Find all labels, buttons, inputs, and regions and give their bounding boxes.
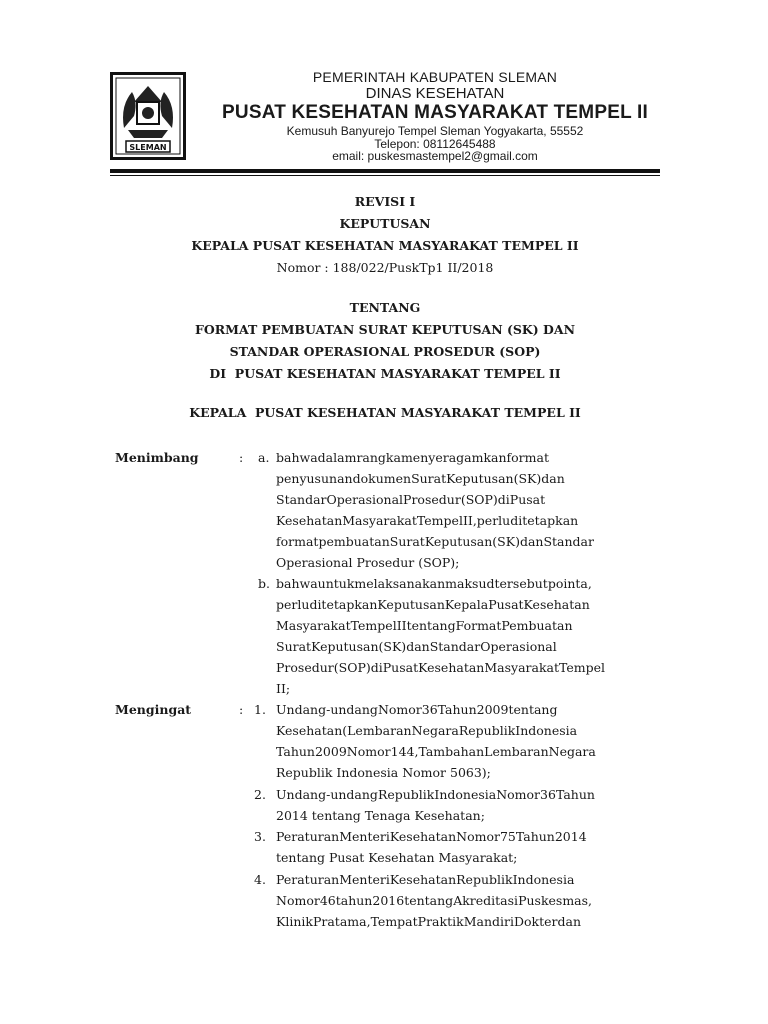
word: point bbox=[547, 576, 581, 591]
text-line bbox=[276, 573, 651, 594]
word: Undang-undang bbox=[276, 702, 378, 717]
word: Menteri bbox=[339, 829, 390, 844]
word: Nomor bbox=[496, 787, 541, 802]
letterhead-divider-thick bbox=[110, 169, 660, 173]
letterhead-divider-thin bbox=[110, 175, 660, 176]
subject-line-2: STANDAR OPERASIONAL PROSEDUR (SOP) bbox=[229, 344, 541, 359]
word: 46 bbox=[319, 893, 336, 909]
word: Operasional bbox=[480, 639, 557, 655]
word: Klinik bbox=[276, 914, 313, 930]
word: tentang bbox=[406, 618, 456, 634]
word: Keputusan bbox=[446, 471, 514, 487]
word: Surat bbox=[276, 639, 312, 655]
text-line bbox=[276, 615, 651, 636]
word: maksud bbox=[445, 576, 495, 591]
mengingat-label: Mengingat bbox=[115, 702, 192, 717]
word: ditetapkan bbox=[309, 597, 378, 613]
word: Nomor bbox=[377, 702, 422, 717]
word: (SK) bbox=[378, 639, 407, 655]
word: Masyarakat bbox=[484, 660, 560, 676]
logo-label: SLEMAN bbox=[129, 143, 167, 152]
text-line bbox=[276, 636, 651, 657]
decree-type: KEPUTUSAN bbox=[339, 216, 431, 231]
text-line bbox=[276, 869, 651, 890]
text-line bbox=[276, 720, 651, 741]
word: Kesehatan bbox=[418, 660, 485, 676]
word: 2014 bbox=[554, 829, 587, 844]
word: Pembuatan bbox=[501, 618, 573, 634]
word: Negara bbox=[411, 723, 459, 739]
word: (SK) bbox=[492, 534, 520, 550]
word: melaksanakan bbox=[354, 576, 446, 591]
word: II bbox=[396, 618, 407, 634]
word: di bbox=[370, 660, 383, 676]
text-line bbox=[276, 826, 651, 847]
word: pembuatan bbox=[318, 534, 390, 550]
word: format bbox=[506, 450, 549, 465]
text-line: Republik Indonesia Nomor 5063); bbox=[276, 765, 491, 781]
mengingat-mark-2: 2. bbox=[254, 787, 266, 802]
word: Masyarakat bbox=[276, 618, 351, 634]
word: Puskesmas, bbox=[518, 893, 593, 909]
word: tentang bbox=[404, 893, 454, 909]
word: Republik bbox=[377, 787, 435, 802]
decree-number: Nomor : 188/022/PuskTp1 II/2018 bbox=[276, 260, 494, 275]
word: Format bbox=[455, 618, 502, 634]
word: (SOP) bbox=[460, 492, 498, 508]
text-line bbox=[276, 489, 651, 510]
word: Republik bbox=[456, 872, 513, 887]
word: untuk bbox=[317, 576, 355, 591]
word: 2009 bbox=[314, 744, 347, 760]
text-line: 2014 tentang Tenaga Kesehatan; bbox=[276, 808, 485, 824]
institution-name: PUSAT KESEHATAN MASYARAKAT TEMPEL II bbox=[222, 102, 648, 123]
word: (SK) bbox=[513, 471, 542, 487]
word: Pusat bbox=[382, 660, 419, 676]
word: menyeragamkan bbox=[400, 450, 507, 465]
text-line bbox=[276, 510, 651, 531]
word: Standar bbox=[429, 639, 481, 655]
text-line bbox=[276, 784, 651, 805]
word: Peraturan bbox=[276, 829, 340, 844]
mengingat-item-4 bbox=[276, 869, 651, 932]
word: 75 bbox=[499, 829, 516, 844]
text-line bbox=[276, 741, 651, 762]
word: Masyarakat bbox=[342, 513, 417, 529]
word: 36 bbox=[540, 787, 556, 802]
word: tersebut bbox=[494, 576, 548, 591]
word: Indonesia bbox=[512, 872, 575, 887]
word: Tambahan bbox=[418, 744, 485, 760]
mengingat-mark-1: 1. bbox=[254, 702, 266, 717]
word: (SOP) bbox=[333, 660, 371, 676]
word: Surat bbox=[389, 534, 425, 550]
word: Negara bbox=[548, 744, 596, 760]
word: 2009 bbox=[476, 702, 509, 717]
word: Kesehatan bbox=[523, 597, 590, 613]
word: dan bbox=[406, 639, 430, 655]
word: Peraturan bbox=[276, 872, 340, 887]
word: Nomor bbox=[456, 829, 500, 844]
word: Prosedur bbox=[276, 660, 334, 676]
mengingat-item-1 bbox=[276, 699, 651, 783]
issuer-heading: KEPALA PUSAT KESEHATAN MASYARAKAT TEMPEL II bbox=[189, 405, 581, 420]
address-line: Kemusuh Banyurejo Tempel Sleman Yogyakarta, 55552 bbox=[286, 124, 584, 138]
word: Pusat bbox=[509, 492, 546, 508]
word: II, bbox=[462, 513, 477, 529]
word: dan bbox=[557, 914, 582, 930]
word: a, bbox=[580, 576, 592, 591]
word: Nomor bbox=[346, 744, 391, 760]
subject-line-3: DI PUSAT KESEHATAN MASYARAKAT TEMPEL II bbox=[209, 366, 561, 381]
mengingat-mark-3: 3. bbox=[254, 829, 266, 844]
text-line: Operasional Prosedur (SOP); bbox=[276, 555, 460, 571]
phone-line: Telepon: 08112645488 bbox=[374, 137, 496, 151]
word: Prosedur bbox=[403, 492, 461, 508]
word: Pratama, bbox=[312, 914, 371, 930]
word: penyusunan bbox=[276, 471, 353, 487]
word: format bbox=[276, 534, 319, 550]
word: Tahun bbox=[276, 744, 315, 760]
word: tahun bbox=[335, 893, 373, 909]
subject-line-1: FORMAT PEMBUATAN SURAT KEPUTUSAN (SK) DAN bbox=[194, 322, 576, 337]
word: 144, bbox=[390, 744, 419, 760]
text-line bbox=[276, 657, 651, 678]
word: di bbox=[497, 492, 510, 508]
menimbang-mark-a: a. bbox=[258, 450, 270, 465]
menimbang-item-b bbox=[276, 573, 651, 700]
word: Tahun bbox=[555, 787, 595, 802]
mengingat-colon: : bbox=[239, 702, 244, 717]
mengingat-item-2 bbox=[276, 784, 651, 826]
word: Dokter bbox=[513, 914, 558, 930]
word: Tempel bbox=[416, 513, 463, 529]
menimbang-mark-b: b. bbox=[258, 576, 270, 591]
word: Tahun bbox=[437, 702, 477, 717]
decree-issuer: KEPALA PUSAT KESEHATAN MASYARAKAT TEMPEL II bbox=[191, 238, 579, 253]
text-line: tentang Pusat Kesehatan Masyarakat; bbox=[276, 850, 518, 866]
word: Operasional bbox=[326, 492, 404, 508]
word: tentang bbox=[508, 702, 558, 717]
word: Kesehatan bbox=[276, 513, 343, 529]
word: Indonesia bbox=[515, 723, 578, 739]
government-name: PEMERINTAH KABUPATEN SLEMAN bbox=[312, 69, 558, 85]
word: bahwa bbox=[276, 576, 318, 591]
word: (Lembaran bbox=[342, 723, 412, 739]
word: Kepala bbox=[444, 597, 489, 613]
word: Nomor bbox=[276, 893, 320, 909]
word: bahwa bbox=[276, 450, 318, 465]
word: Praktik bbox=[417, 914, 464, 930]
menimbang-label: Menimbang bbox=[115, 450, 199, 465]
word: Undang-undang bbox=[276, 787, 378, 802]
word: Lembaran bbox=[484, 744, 549, 760]
word: Republik bbox=[458, 723, 516, 739]
word: Keputusan bbox=[311, 639, 379, 655]
menimbang-colon: : bbox=[239, 450, 244, 465]
department-name: DINAS KESEHATAN bbox=[365, 85, 505, 102]
about-heading: TENTANG bbox=[349, 300, 421, 315]
word: Standar bbox=[276, 492, 327, 508]
sleman-regency-logo bbox=[110, 72, 186, 160]
text-line bbox=[276, 531, 651, 552]
word: Tempel bbox=[350, 618, 397, 634]
mengingat-mark-4: 4. bbox=[254, 872, 266, 887]
text-line bbox=[276, 447, 651, 468]
word: Menteri bbox=[339, 872, 390, 887]
text-line: II; bbox=[276, 681, 291, 697]
word: 36 bbox=[421, 702, 438, 717]
word: dokumen bbox=[352, 471, 412, 487]
text-line bbox=[276, 594, 651, 615]
word: Akreditasi bbox=[453, 893, 519, 909]
word: Mandiri bbox=[463, 914, 514, 930]
text-line bbox=[276, 468, 651, 489]
word: 2016 bbox=[372, 893, 405, 909]
word: Pusat bbox=[488, 597, 524, 613]
word: Tempat bbox=[370, 914, 418, 930]
mengingat-item-3 bbox=[276, 826, 651, 868]
menimbang-item-a bbox=[276, 447, 651, 574]
word: dan bbox=[519, 534, 544, 550]
revision-label: REVISI I bbox=[354, 194, 416, 209]
word: Indonesia bbox=[434, 787, 497, 802]
word: Kesehatan bbox=[276, 723, 343, 739]
word: Tempel bbox=[559, 660, 606, 676]
text-line bbox=[276, 890, 651, 911]
word: Kesehatan bbox=[389, 829, 457, 844]
word: perlu bbox=[476, 513, 511, 529]
word: Standar bbox=[543, 534, 594, 550]
word: Keputusan bbox=[377, 597, 445, 613]
word: perlu bbox=[276, 597, 310, 613]
word: rangka bbox=[356, 450, 401, 465]
word: dalam bbox=[317, 450, 357, 465]
text-line bbox=[276, 699, 651, 720]
word: dan bbox=[541, 471, 565, 487]
word: Surat bbox=[411, 471, 447, 487]
email-line: email: puskesmastempel2@gmail.com bbox=[332, 149, 538, 163]
word: Kesehatan bbox=[389, 872, 457, 887]
text-line bbox=[276, 911, 651, 932]
word: ditetapkan bbox=[510, 513, 579, 529]
word: Keputusan bbox=[424, 534, 493, 550]
word: Tahun bbox=[515, 829, 555, 844]
